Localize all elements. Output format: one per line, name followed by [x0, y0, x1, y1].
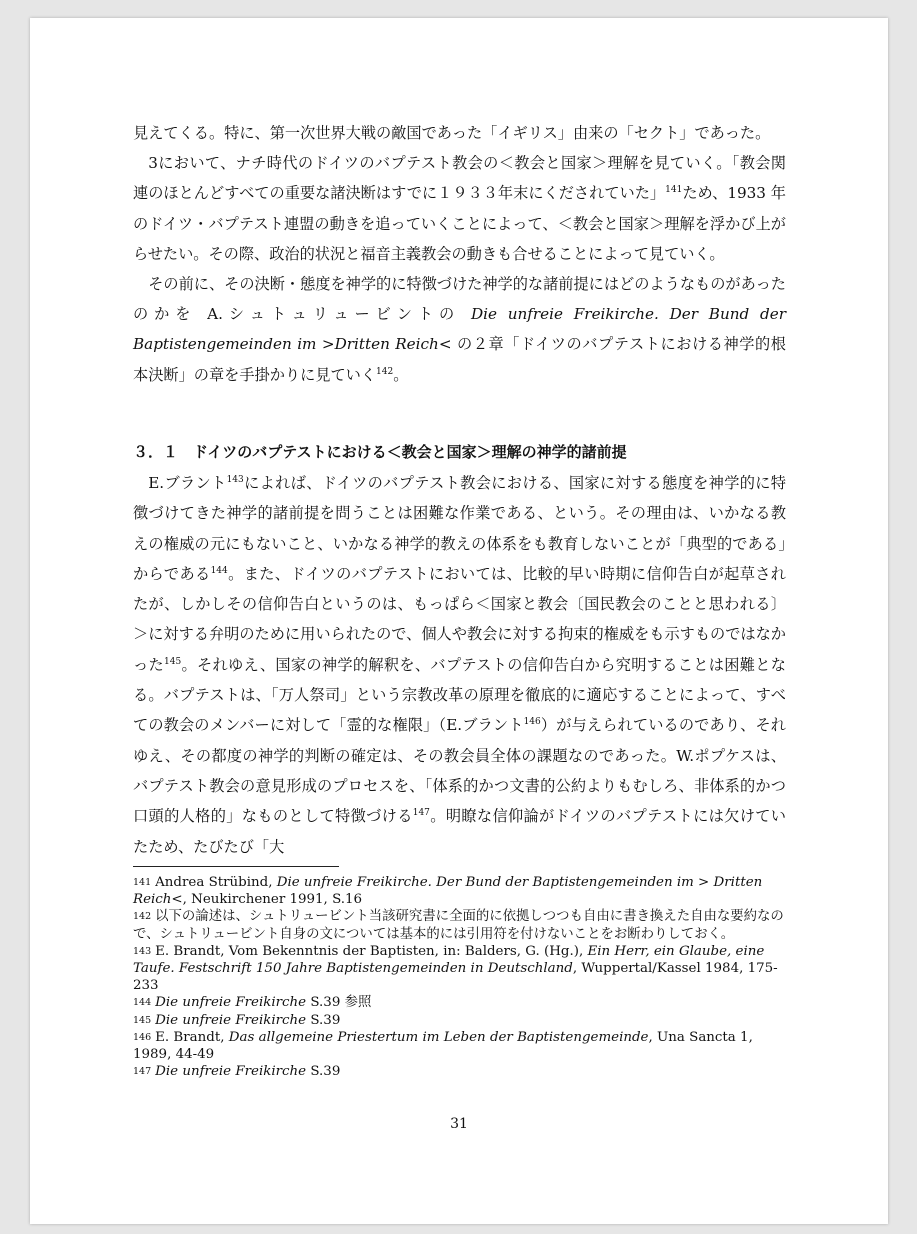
- footnote-ref-142[interactable]: 142: [376, 366, 394, 377]
- footnotes: [133, 874, 791, 1080]
- paragraph-2: 3において、ナチ時代のドイツのバプテスト教会の＜教会と国家＞理解を見ていく。「教会関連のほとんどすべての重要な諸決断はすでに１９３３年末にくだされていた」$^{141}$ため、1933 年のドイツ・バプテスト連盟の動きを追っていくことによって、＜教会と国家＞理解を浮かび上がらせたい。その際、政治的状況と福音主義教会の動きも合せることによって見ていく。: [133, 154, 786, 263]
- footnote-divider: [133, 866, 339, 867]
- page-number: 31: [450, 1116, 468, 1132]
- footnote-ref-141[interactable]: 141: [665, 185, 683, 196]
- paragraph-1: 見えてくる。特に、第一次世界大戦の敵国であった「イギリス」由来の「セクト」であった。: [133, 124, 771, 142]
- book-title: Die unfreie Freikirche. Der Bund der Baptistengemeinden im >Dritten Reich<: [133, 305, 786, 354]
- body-text: [133, 118, 786, 390]
- document-page: [30, 18, 888, 1224]
- footnote-ref-144[interactable]: 144: [210, 565, 228, 576]
- section-heading: ３．１ ドイツのバプテストにおける＜教会と国家＞理解の神学的諸前提: [133, 443, 627, 461]
- footnote-141: 141 Andrea Strübind, Die unfreie Freikirche. Der Bund der Baptistengemeinden im > Dritten Reich<, Neukirchener 1991, S.16: [133, 875, 763, 908]
- footnote-142: 142 以下の論述は、シュトリュービント当該研究書に全面的に依拠しつつも自由に書き換えた自由な要約なので、シュトリュービント自身の文については基本的には引用符を付けないことをお断わりしておく。: [133, 909, 784, 942]
- footnote-144: 144 Die unfreie Freikirche S.39 参照: [133, 995, 372, 1011]
- footnote-ref-146[interactable]: 146: [523, 717, 541, 728]
- section-body: [133, 468, 786, 862]
- footnote-ref-143[interactable]: 143: [226, 474, 244, 485]
- footnote-147: 147 Die unfreie Freikirche S.39: [133, 1064, 341, 1080]
- footnote-145: 145 Die unfreie Freikirche S.39: [133, 1012, 341, 1028]
- footnote-143: 143 E. Brandt, Vom Bekenntnis der Baptisten, in: Balders, G. (Hg.), Ein Herr, ein Glaube, eine Taufe. Festschrift 150 Jahre Baptistengemeinden in Deutschland, Wuppertal/Kassel 1984, 175-233: [133, 943, 778, 994]
- paragraph-4: E.ブラント$^{143}$によれば、ドイツのバプテスト教会における、国家に対する態度を神学的に特徴づけてきた神学的諸前提を問うことは困難な作業である、という。その理由は、いかなる教えの権威の元にもないこと、いかなる神学的教えの体系をも教育しないことが「典型的である」からである$^{144}$。また、ドイツのバプテストにおいては、比較的早い時期に信仰告白が起草されたが、しかしその信仰告白というのは、もっぱら＜国家と教会〔国民教会のことと思われる〕＞に対する弁明のために用いられたので、個人や教会に対する拘束的権威をも示すものではなかった$^{145}$。それゆえ、国家の神学的解釈を、バプテストの信仰告白から究明することは困難となる。バプテストは、「万人祭司」という宗教改革の原理を徹底的に適応することによって、すべての教会のメンバーに対して「霊的な権限」（E.ブラント$^{146}$）が与えられているのであり、それゆえ、その都度の神学的判断の確定は、その教会員全体の課題なのであった。W.ポプケスは、バプテスト教会の意見形成のプロセスを、「体系的かつ文書的公約よりもむしろ、非体系的かつ口頭的人格的」なものとして特徴づける$^{147}$。明瞭な信仰論がドイツのバプテストには欠けていたため、たびたび「大: [133, 474, 786, 856]
- footnote-ref-147[interactable]: 147: [412, 808, 430, 819]
- footnote-146: 146 E. Brandt, Das allgemeine Priestertum im Leben der Baptistengemeinde, Una Sancta 1, 1989, 44-49: [133, 1029, 753, 1063]
- footnote-ref-145[interactable]: 145: [164, 656, 182, 667]
- paragraph-3: その前に、その決断・態度を神学的に特徴づけた神学的な諸前提にはどのようなものがあったのかを A.シュトュリュービントの Die unfreie Freikirche. Der Bund der Baptistengemeinden im >Dritten Reich< の２章「ドイツのバプテストにおける神学的根本決断」の章を手掛かりに見ていく$^{142}$。: [133, 275, 786, 384]
